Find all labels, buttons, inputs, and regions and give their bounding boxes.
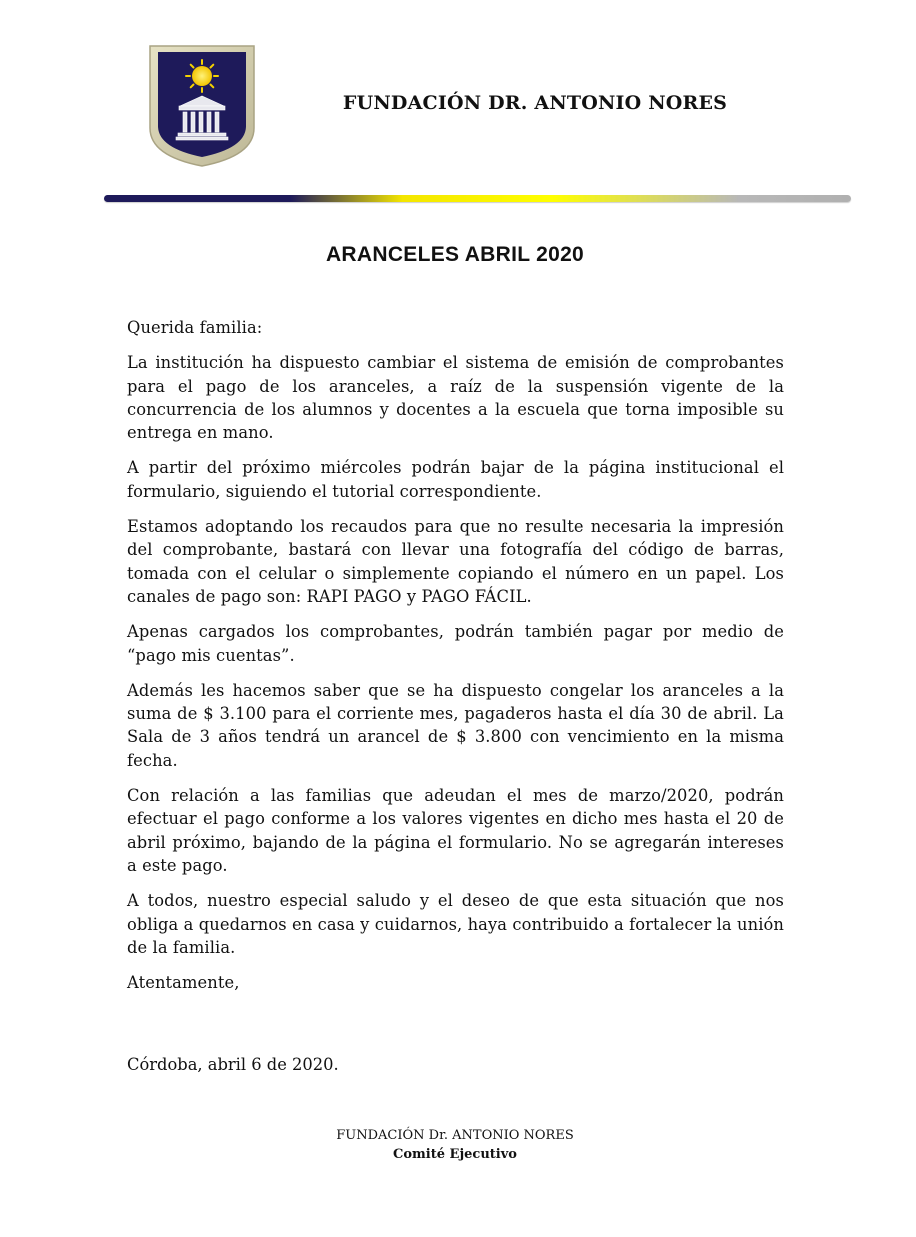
institution-crest-logo	[146, 42, 258, 168]
signature-block	[0, 1126, 910, 1164]
greeting: Querida familia:	[127, 318, 263, 337]
paragraph: Con relación a las familias que adeudan el mes de marzo/2020, podrán efectuar el pago conforme a los valores vigentes en dicho mes hasta el 20 de abril próximo, bajando de la página el formulario. No se agregarán intereses a este pago.	[127, 786, 784, 875]
paragraph: La institución ha dispuesto cambiar el sistema de emisión de comprobantes para el pago de los aranceles, a raíz de la suspensión vigente de la concurrencia de los alumnos y docentes a la escuela que torna imposible su entrega en mano.	[127, 353, 784, 443]
paragraph: A partir del próximo miércoles podrán bajar de la página institucional el formulario, siguiendo el tutorial correspondiente.	[127, 458, 784, 501]
signature-role: Comité Ejecutivo	[393, 1147, 517, 1162]
place-date: Córdoba, abril 6 de 2020.	[127, 1055, 339, 1074]
paragraph: Apenas cargados los comprobantes, podrán también pagar por medio de “pago mis cuentas”.	[127, 622, 784, 665]
letter-body	[127, 316, 784, 994]
signature-organization: FUNDACIÓN Dr. ANTONIO NORES	[336, 1128, 574, 1143]
document-title: ARANCELES ABRIL 2020	[325, 243, 585, 266]
closing: Atentamente,	[127, 973, 240, 993]
paragraph: A todos, nuestro especial saludo y el deseo de que esta situación que nos obliga a quedarnos en casa y cuidarnos, haya contribuido a fortalecer la unión de la familia.	[127, 891, 784, 957]
paragraph: Además les hacemos saber que se ha dispuesto congelar los aranceles a la suma de $ 3.100 para el corriente mes, pagaderos hasta el día 30 de abril. La Sala de 3 años tendrá un arancel de $ 3.800 con vencimiento en la misma fecha.	[127, 680, 784, 770]
sun-icon	[186, 60, 218, 92]
paragraph: Estamos adoptando los recaudos para que no resulte necesaria la impresión del comprobante, bastará con llevar una fotografía del código de barras, tomada con el celular o simplemente copiando el número en un papel. Los canales de pago son: RAPI PAGO y PAGO FÁCIL.	[127, 517, 784, 606]
organization-header: FUNDACIÓN DR. ANTONIO NORES	[342, 92, 728, 114]
header-divider	[104, 195, 851, 202]
